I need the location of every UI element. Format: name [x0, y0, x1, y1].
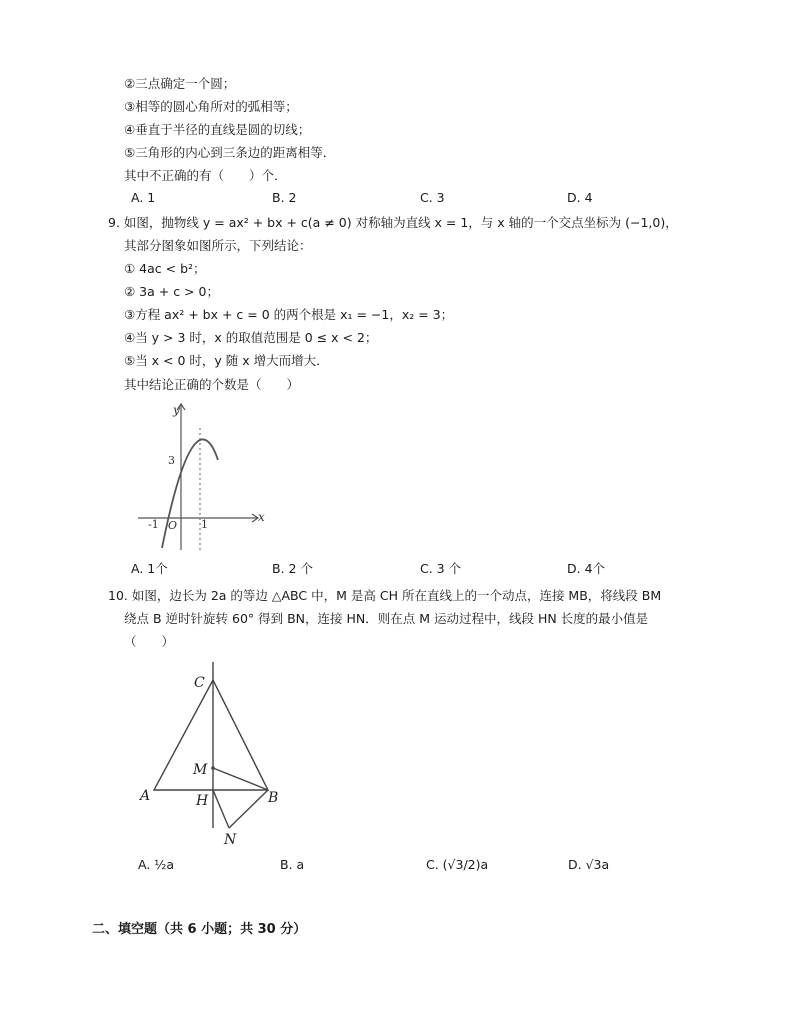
label-origin: O — [168, 519, 178, 532]
q10-option-d: D. √3a — [568, 857, 610, 872]
q10-option-a: A. ½a — [138, 857, 175, 872]
segment-hn — [213, 790, 229, 828]
label-3: 3 — [168, 454, 175, 467]
label-n: N — [224, 832, 237, 848]
label-c: C — [194, 675, 205, 691]
q9-conclusion-1: ① 4ac < b²； — [124, 261, 206, 276]
segment-bn — [229, 790, 268, 828]
q10-option-c: C. (√3/2)a — [426, 857, 489, 872]
q10-line-3: （ ） — [124, 634, 175, 649]
label-neg1: -1 — [148, 518, 159, 531]
q8-statement-2: ②三点确定一个圆； — [124, 76, 236, 91]
q8-statement-3: ③相等的圆心角所对的弧相等； — [124, 99, 298, 114]
q10-option-b: B. a — [280, 857, 305, 872]
label-1: 1 — [201, 518, 208, 531]
q8-statement-5: ⑤三角形的内心到三条边的距离相等． — [124, 145, 336, 160]
triangle-abc — [154, 680, 268, 790]
q9-option-a: A. 1个 — [131, 561, 168, 576]
q9-option-b: B. 2 个 — [272, 561, 313, 576]
q9-conclusion-3: ③方程 ax² + bx + c = 0 的两个根是 x₁ = −1，x₂ = 3； — [124, 307, 454, 322]
y-axis-label: y — [173, 403, 180, 417]
q8-statement-4: ④垂直于半径的直线是圆的切线； — [124, 122, 311, 137]
segment-mb — [213, 768, 268, 790]
q10-line-2: 绕点 B 逆时针旋转 60° 得到 BN，连接 HN．则在点 M 运动过程中，线段 HN 长度的最小值是 — [124, 611, 649, 626]
x-axis-label: x — [258, 510, 265, 524]
q9-line-2: 其部分图象如图所示，下列结论： — [124, 238, 312, 253]
point-m — [211, 766, 215, 770]
q9-question: 其中结论正确的个数是（ ） — [124, 377, 300, 392]
q8-option-a: A. 1 — [131, 190, 156, 205]
q9-option-c: C. 3 个 — [420, 561, 462, 576]
q9-option-d: D. 4个 — [567, 561, 606, 576]
q9-parabola-graph — [130, 398, 280, 558]
q8-question: 其中不正确的有（ ）个． — [124, 168, 287, 183]
label-m: M — [193, 762, 208, 778]
q9-conclusion-5: ⑤当 x < 0 时，y 随 x 增大而增大． — [124, 353, 329, 368]
q8-option-d: D. 4 — [567, 190, 593, 205]
q8-option-b: B. 2 — [272, 190, 297, 205]
q9-conclusion-2: ② 3a + c > 0； — [124, 284, 219, 299]
q10-line-1: 10. 如图，边长为 2a 的等边 △ABC 中，M 是高 CH 所在直线上的一个动点，连接 MB，将线段 BM — [108, 588, 662, 603]
section-heading-fill-in: 二、填空题（共 6 小题；共 30 分） — [92, 922, 307, 937]
label-b: B — [268, 790, 279, 806]
label-h: H — [196, 793, 209, 809]
label-a: A — [140, 788, 151, 804]
q9-conclusion-4: ④当 y > 3 时，x 的取值范围是 0 ≤ x < 2； — [124, 330, 378, 345]
q10-triangle-figure — [136, 656, 296, 856]
q9-line-1: 9. 如图，抛物线 y = ax² + bx + c(a ≠ 0) 对称轴为直线 x = 1，与 x 轴的一个交点坐标为 (−1,0)， — [108, 215, 678, 230]
q8-option-c: C. 3 — [420, 190, 445, 205]
